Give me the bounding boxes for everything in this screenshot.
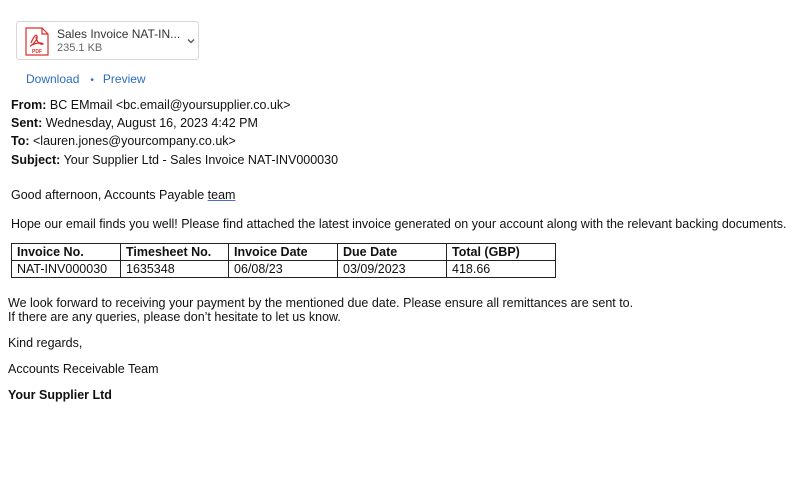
pdf-icon bbox=[25, 27, 49, 56]
subject-value: Your Supplier Ltd - Sales Invoice NAT-INV000030 bbox=[63, 153, 339, 167]
intro-paragraph: Hope our email finds you well! Please find attached the latest invoice generated on your account along with the relevant backing documents. bbox=[11, 217, 787, 231]
greeting-text: Good afternoon, Accounts Payable bbox=[11, 188, 208, 202]
sent-line bbox=[11, 116, 258, 130]
from-line bbox=[11, 98, 290, 112]
attachment-filename: Sales Invoice NAT-IN... bbox=[57, 27, 181, 41]
col-due-date: Due Date bbox=[338, 244, 447, 261]
regards: Kind regards, bbox=[8, 336, 83, 350]
closing-line-1: We look forward to receiving your payment by the mentioned due date. Please ensure all remittances are sent to. bbox=[8, 296, 634, 310]
attachment-actions bbox=[26, 72, 146, 86]
svg-text:PDF: PDF bbox=[32, 49, 42, 55]
from-value: BC EMmail <bc.email@yoursupplier.co.uk> bbox=[49, 98, 291, 112]
to-label: To: bbox=[11, 134, 30, 148]
sent-value: Wednesday, August 16, 2023 4:42 PM bbox=[45, 116, 258, 130]
to-line bbox=[11, 134, 236, 148]
signature-company: Your Supplier Ltd bbox=[8, 388, 112, 402]
greeting-underlined: team bbox=[207, 188, 236, 202]
subject-label: Subject: bbox=[11, 153, 61, 167]
cell-invoice-date: 06/08/23 bbox=[229, 261, 338, 278]
separator: • bbox=[90, 75, 94, 86]
attachment-card[interactable] bbox=[16, 21, 199, 60]
attachment-size: 235.1 KB bbox=[57, 42, 103, 54]
invoice-table bbox=[11, 243, 556, 278]
signature-team: Accounts Receivable Team bbox=[8, 362, 159, 376]
subject-line bbox=[11, 153, 338, 167]
table-row bbox=[12, 261, 556, 278]
table-header-row bbox=[12, 244, 556, 261]
col-timesheet-no: Timesheet No. bbox=[121, 244, 229, 261]
cell-due-date: 03/09/2023 bbox=[338, 261, 447, 278]
preview-link[interactable]: Preview bbox=[102, 72, 146, 86]
col-invoice-date: Invoice Date bbox=[229, 244, 338, 261]
cell-total: 418.66 bbox=[447, 261, 556, 278]
cell-timesheet-no: 1635348 bbox=[121, 261, 229, 278]
cell-invoice-no: NAT-INV000030 bbox=[12, 261, 121, 278]
from-label: From: bbox=[11, 98, 47, 112]
col-invoice-no: Invoice No. bbox=[12, 244, 121, 261]
closing-line-2: If there are any queries, please don’t hesitate to let us know. bbox=[8, 310, 341, 324]
to-value: <lauren.jones@yourcompany.co.uk> bbox=[33, 134, 236, 148]
col-total: Total (GBP) bbox=[447, 244, 556, 261]
download-link[interactable]: Download bbox=[26, 72, 80, 86]
sent-label: Sent: bbox=[11, 116, 43, 130]
chevron-down-icon[interactable] bbox=[186, 36, 196, 46]
greeting bbox=[11, 188, 235, 202]
